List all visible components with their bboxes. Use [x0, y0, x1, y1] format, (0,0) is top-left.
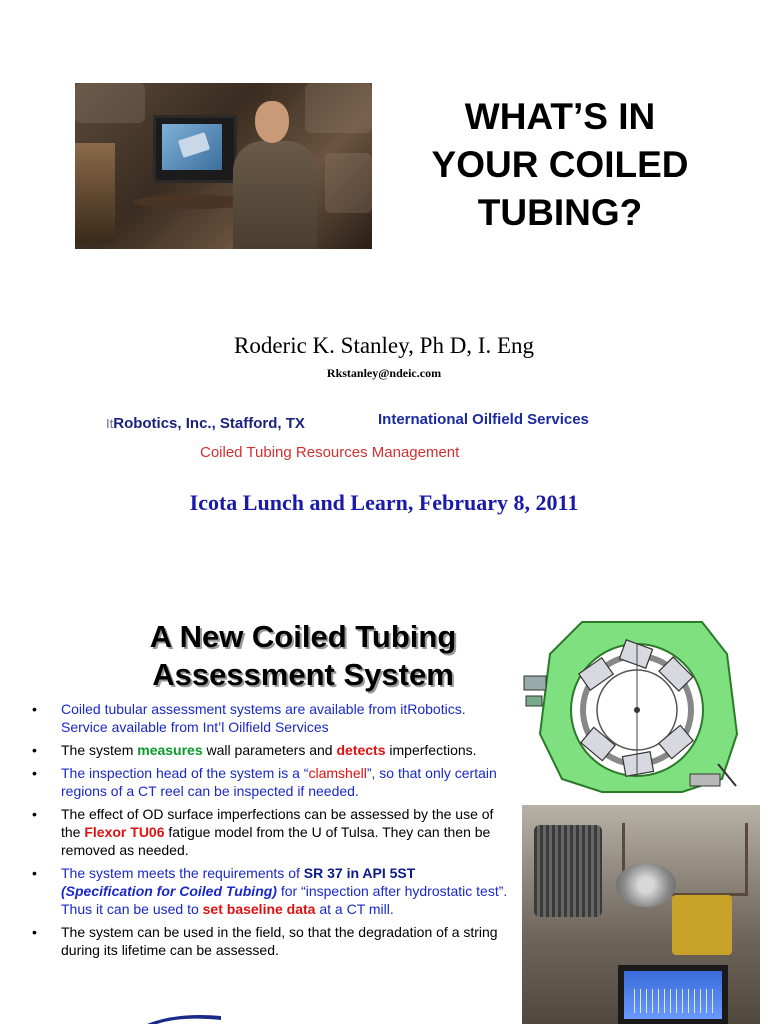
bullet-measures: • The system measures wall parameters and detects imperfections. [30, 741, 515, 759]
slide2-title: A New Coiled Tubing Assessment System [149, 619, 457, 692]
inspection-lab-photo [522, 805, 760, 1024]
bullet-api: • The system meets the requirements of SR 37 in API 5ST (Specification for Coiled Tubing) for “inspection after hydrostatic test”. Thus it can be used to set baseline data at a CT mill. [30, 864, 515, 918]
bullet-field: • The system can be used in the field, so that the degradation of a string during its lifetime can be assessed. [30, 923, 515, 959]
author-email: Rkstanley@ndeic.com [326, 366, 442, 380]
org-itrobotics [106, 415, 305, 432]
org-ctrm: Coiled Tubing Resources Management [200, 444, 460, 461]
logo-swoosh-icon [147, 1012, 221, 1024]
org-international-oilfield: International Oilfield Services [378, 411, 589, 428]
presenter-photo [75, 83, 372, 249]
org-itrobotics-text: Robotics, Inc., Stafford, TX [113, 415, 305, 432]
slide-title: WHAT’S IN YOUR COILED TUBING? [431, 96, 689, 233]
bullet-list [30, 700, 515, 964]
clamshell-diagram [522, 614, 760, 794]
org-prefix: It [106, 416, 114, 431]
bullet-flexor: • The effect of OD surface imperfections can be assessed by the use of the Flexor TU06 fatigue model from the U of Tulsa. They can then be removed as needed. [30, 805, 515, 859]
bullet-availability: • Coiled tubular assessment systems are available from itRobotics. Service available from Int’l Oilfield Services [30, 700, 515, 736]
bullet-clamshell: • The inspection head of the system is a “clamshell”, so that only certain regions of a CT reel can be inspected if needed. [30, 764, 515, 800]
author-name: Roderic K. Stanley, Ph D, I. Eng [233, 333, 535, 358]
event-line: Icota Lunch and Learn, February 8, 2011 [189, 490, 579, 515]
